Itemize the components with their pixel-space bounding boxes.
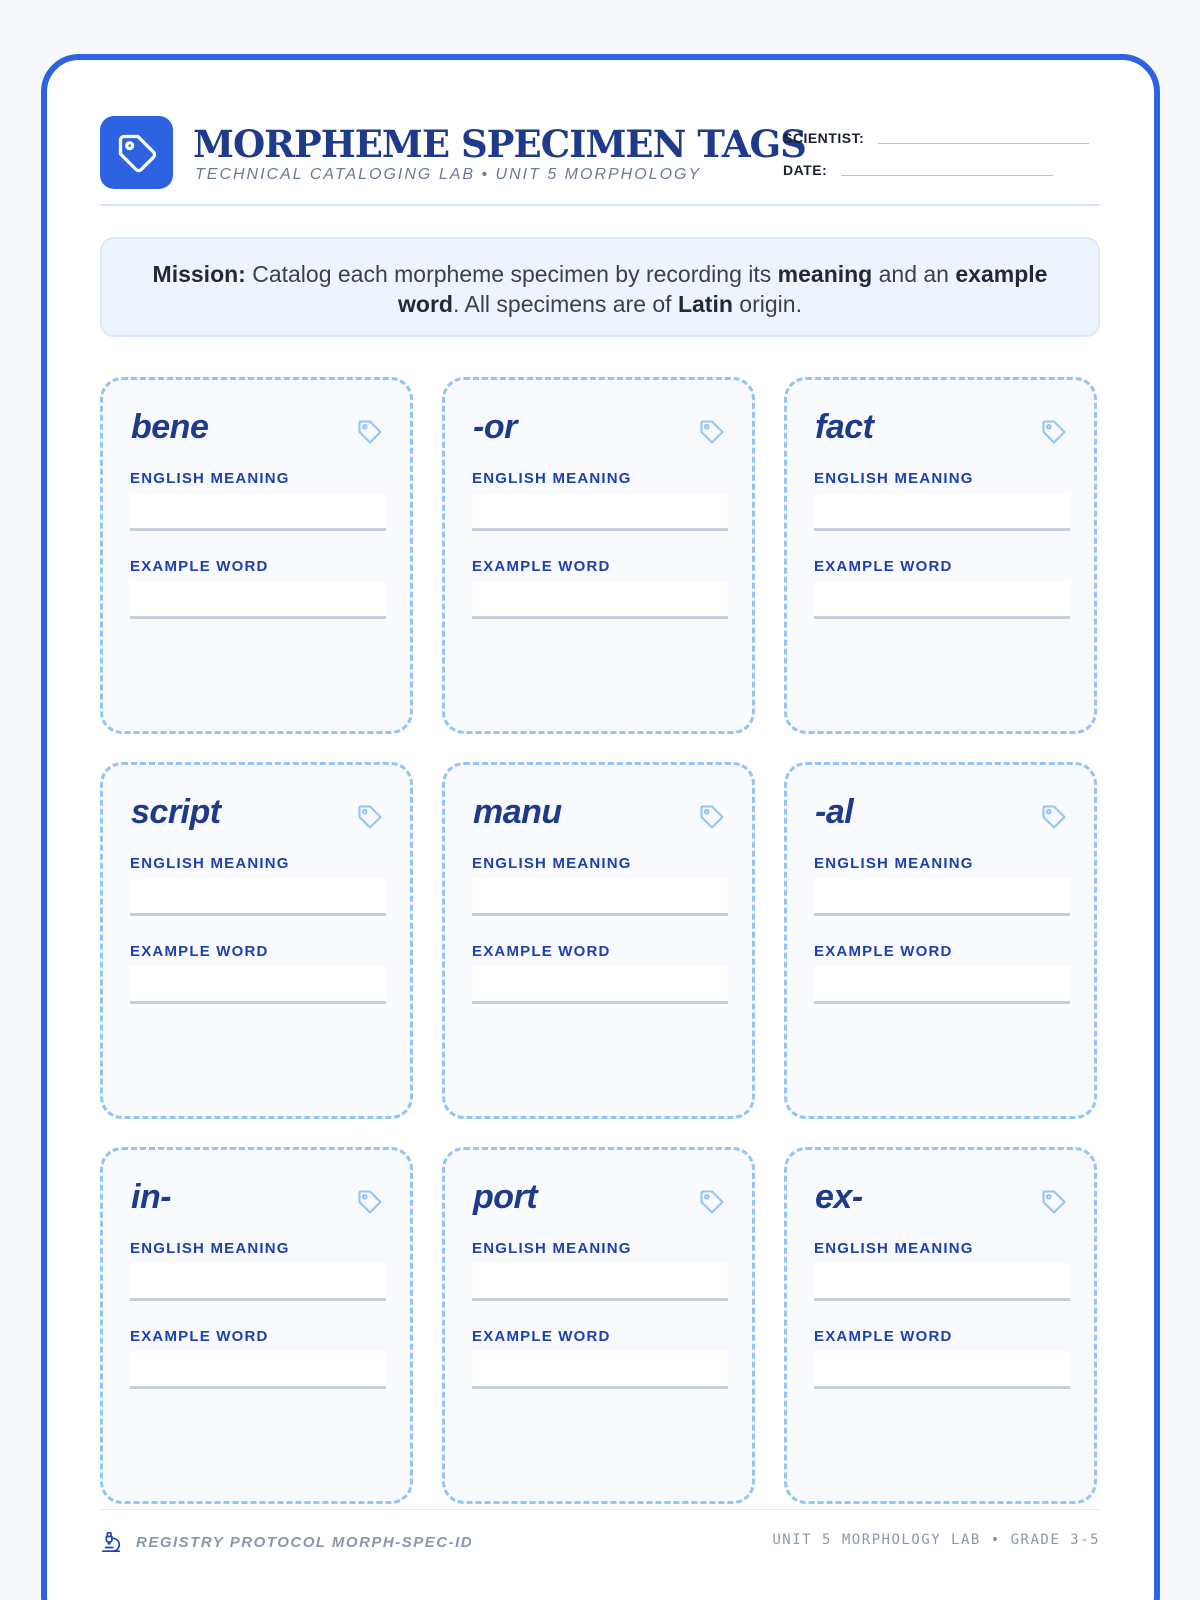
footer (100, 1509, 1100, 1569)
page-subtitle: TECHNICAL CATALOGING LAB • UNIT 5 MORPHOLOGY (195, 166, 702, 183)
meaning-label: ENGLISH MEANING (472, 855, 632, 872)
specimen-card (784, 1147, 1097, 1504)
mission-lead: Mission: (152, 261, 246, 287)
microscope-icon (100, 1530, 122, 1554)
tag-icon (356, 803, 384, 831)
example-label: EXAMPLE WORD (472, 1328, 611, 1345)
example-label: EXAMPLE WORD (472, 558, 611, 575)
tag-icon (698, 803, 726, 831)
meaning-label: ENGLISH MEANING (472, 1240, 632, 1257)
example-label: EXAMPLE WORD (130, 943, 269, 960)
tag-icon (1040, 1188, 1068, 1216)
meaning-label: ENGLISH MEANING (814, 470, 974, 487)
meaning-input[interactable] (814, 878, 1070, 916)
mission-bold-meaning: meaning (777, 261, 873, 287)
mission-text-4: origin. (732, 291, 802, 317)
header (100, 114, 1100, 206)
date-label: DATE: (783, 162, 828, 178)
specimen-card (442, 762, 755, 1119)
meaning-label: ENGLISH MEANING (130, 470, 290, 487)
specimen-card (100, 762, 413, 1119)
example-input[interactable] (130, 1351, 386, 1389)
mission-bold-latin: Latin (677, 291, 733, 317)
example-input[interactable] (130, 966, 386, 1004)
morpheme-label: manu (473, 793, 562, 831)
scientist-row (783, 130, 1089, 146)
example-label: EXAMPLE WORD (130, 558, 269, 575)
footer-protocol-text: REGISTRY PROTOCOL MORPH-SPEC-ID (136, 1533, 474, 1551)
date-row (783, 162, 1053, 178)
specimen-card (784, 762, 1097, 1119)
meaning-label: ENGLISH MEANING (130, 855, 290, 872)
meaning-label: ENGLISH MEANING (130, 1240, 290, 1257)
example-input[interactable] (472, 966, 728, 1004)
meaning-label: ENGLISH MEANING (814, 1240, 974, 1257)
tag-icon (698, 418, 726, 446)
example-label: EXAMPLE WORD (814, 943, 953, 960)
example-input[interactable] (814, 1351, 1070, 1389)
tag-icon (1040, 418, 1068, 446)
tag-icon (698, 1188, 726, 1216)
example-input[interactable] (472, 1351, 728, 1389)
mission-text-3: . All specimens are of (452, 291, 678, 317)
tag-icon (356, 418, 384, 446)
specimen-card (784, 377, 1097, 734)
meaning-input[interactable] (130, 878, 386, 916)
scientist-label: SCIENTIST: (783, 130, 865, 146)
mission-bold-example: example word (398, 261, 1048, 317)
scientist-field[interactable] (878, 143, 1089, 144)
footer-unit-text: UNIT 5 MORPHOLOGY LAB • GRADE 3-5 (772, 1532, 1100, 1548)
morpheme-label: in- (131, 1178, 172, 1216)
example-input[interactable] (130, 581, 386, 619)
morpheme-label: ex- (815, 1178, 863, 1216)
meaning-label: ENGLISH MEANING (814, 855, 974, 872)
example-label: EXAMPLE WORD (472, 943, 611, 960)
page-title: MORPHEME SPECIMEN TAGS (193, 122, 806, 166)
morpheme-label: port (473, 1178, 538, 1216)
meaning-input[interactable] (814, 493, 1070, 531)
tag-icon (1040, 803, 1068, 831)
specimen-card (100, 1147, 413, 1504)
meaning-input[interactable] (472, 878, 728, 916)
meaning-input[interactable] (472, 493, 728, 531)
example-label: EXAMPLE WORD (814, 1328, 953, 1345)
mission-text-2: and an (872, 261, 956, 287)
example-label: EXAMPLE WORD (130, 1328, 269, 1345)
specimen-card (100, 377, 413, 734)
morpheme-label: bene (131, 408, 209, 446)
example-input[interactable] (814, 966, 1070, 1004)
morpheme-label: script (131, 793, 221, 831)
tag-icon (115, 131, 159, 175)
meaning-input[interactable] (130, 1263, 386, 1301)
date-field[interactable] (841, 175, 1053, 176)
meaning-label: ENGLISH MEANING (472, 470, 632, 487)
logo-badge (100, 116, 173, 189)
meaning-input[interactable] (130, 493, 386, 531)
footer-left (100, 1530, 473, 1554)
mission-text-1: Catalog each morpheme specimen by recording its (245, 261, 778, 287)
example-label: EXAMPLE WORD (814, 558, 953, 575)
worksheet-page (41, 54, 1160, 1600)
tag-icon (356, 1188, 384, 1216)
morpheme-label: fact (815, 408, 874, 446)
example-input[interactable] (814, 581, 1070, 619)
specimen-card (442, 377, 755, 734)
morpheme-label: -or (473, 408, 517, 446)
specimen-card (442, 1147, 755, 1504)
mission-box (100, 237, 1100, 337)
meaning-input[interactable] (814, 1263, 1070, 1301)
example-input[interactable] (472, 581, 728, 619)
morpheme-label: -al (815, 793, 854, 831)
meaning-input[interactable] (472, 1263, 728, 1301)
